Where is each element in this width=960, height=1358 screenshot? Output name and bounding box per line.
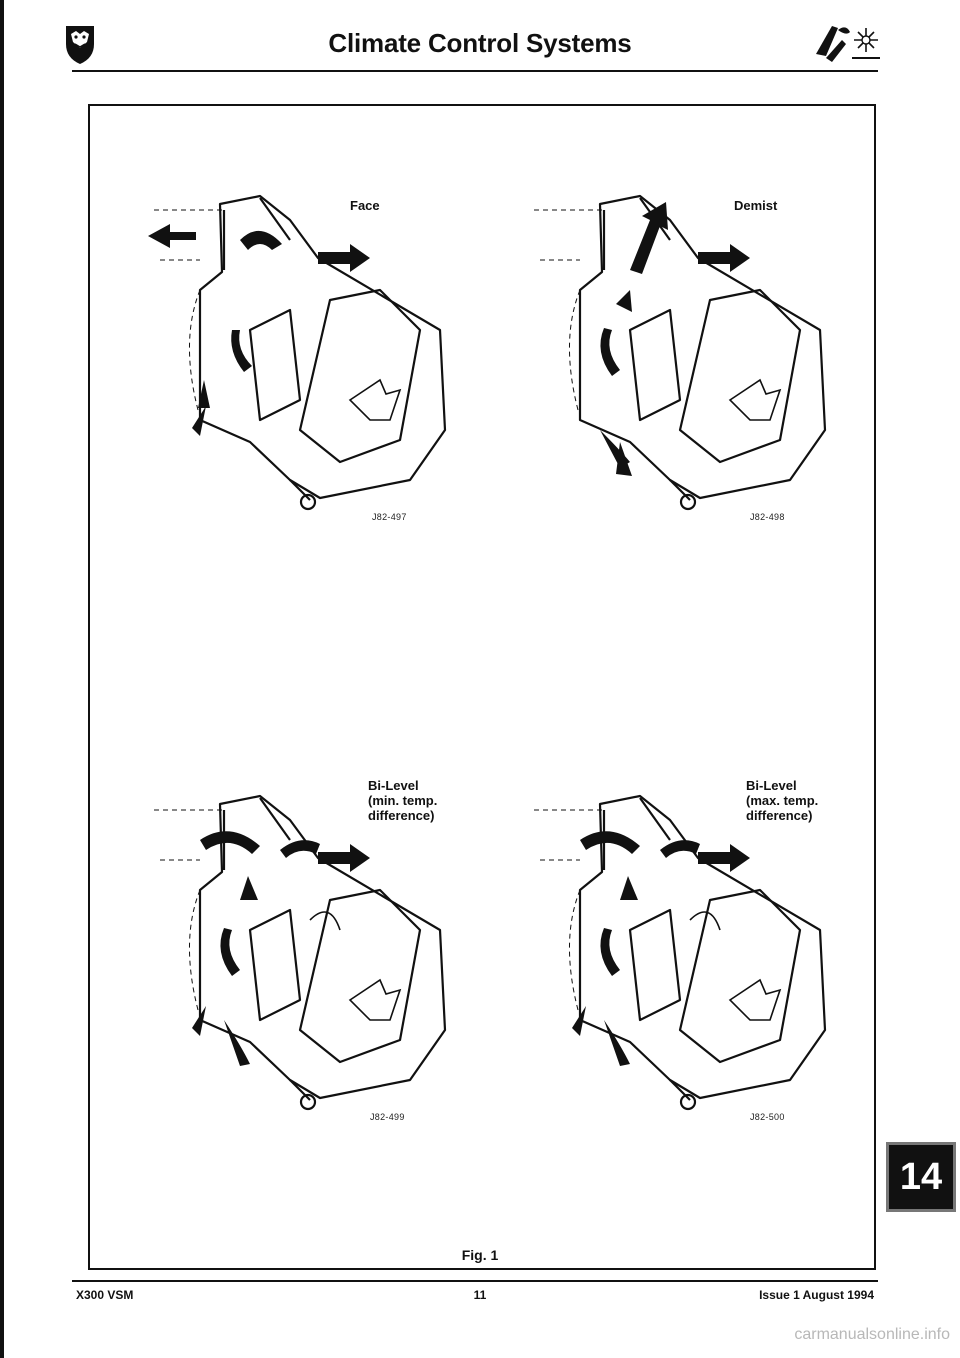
climate-control-icon (812, 18, 882, 68)
watermark: carmanualsonline.info (794, 1326, 950, 1343)
header-rule (72, 70, 878, 72)
section-tab[interactable]: 14 (886, 1142, 956, 1212)
mode-label: Bi-Level (min. temp. difference) (368, 778, 438, 823)
page-title: Climate Control Systems (328, 28, 632, 58)
mode-label: Demist (734, 198, 778, 213)
page-number: 11 (473, 1288, 487, 1302)
page-edge (0, 0, 4, 1358)
footer-rule (72, 1280, 878, 1282)
manual-code: X300 VSM (76, 1288, 134, 1302)
heater-unit-diagram (520, 180, 860, 540)
heater-unit-diagram (520, 780, 860, 1140)
heater-unit-diagram (140, 780, 480, 1140)
issue-date: Issue 1 August 1994 (759, 1288, 874, 1302)
diagram-panel-face (140, 180, 480, 540)
figure-caption: Fig. 1 (461, 1247, 499, 1263)
heater-unit-diagram (140, 180, 480, 540)
figure-ref-code: J82-498 (750, 512, 785, 522)
diagram-panel-bilevel-min (140, 780, 480, 1140)
diagram-panel-demist (520, 180, 860, 540)
figure-ref-code: J82-499 (370, 1112, 405, 1122)
mode-label: Bi-Level (max. temp. difference) (746, 778, 819, 823)
diagram-panel-bilevel-max (520, 780, 860, 1140)
mode-label: Face (350, 198, 380, 213)
figure-ref-code: J82-500 (750, 1112, 785, 1122)
figure-ref-code: J82-497 (372, 512, 407, 522)
